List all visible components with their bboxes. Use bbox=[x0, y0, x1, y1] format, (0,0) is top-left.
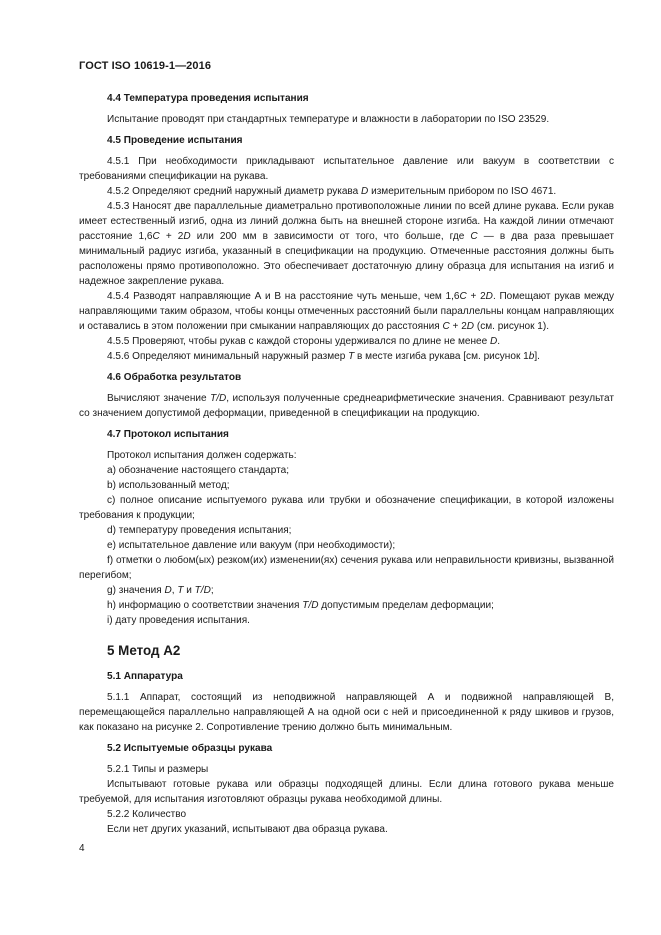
paragraph: Испытывают готовые рукава или образцы подходящей длины. Если длина готового рукава меньше требуемой, для испытания изготовляют образцы рукава необходимой длины. bbox=[79, 779, 614, 805]
paragraph-4-5-1: 4.5.1 При необходимости прикладывают испытательное давление или вакуум в соответствии с требованиями спецификации на рукава. bbox=[79, 156, 614, 182]
section-title: 5.1 Аппаратура bbox=[107, 671, 183, 682]
list-item: g) значения D, T и T/D; bbox=[107, 585, 214, 596]
list-intro: Протокол испытания должен содержать: bbox=[107, 450, 297, 461]
list-item: b) использованный метод; bbox=[107, 480, 230, 491]
subsection-title: 5.2.2 Количество bbox=[107, 809, 187, 820]
paragraph-4-5-4: 4.5.4 Разводят направляющие А и В на расстояние чуть меньше, чем 1,6C + 2D. Помещают рукав между направляющими таким образом, чтобы концы отмеченных расстояний были параллельны концам направляющих и оставались в этом положении при смыкании направляющих до расстояния C + 2D (см. рисунок 1). bbox=[79, 291, 614, 332]
paragraph: Испытание проводят при стандартных температуре и влажности в лаборатории по ISO 23529. bbox=[107, 114, 550, 125]
subsection-title: 5.2.1 Типы и размеры bbox=[107, 764, 209, 775]
list-item: a) обозначение настоящего стандарта; bbox=[107, 465, 289, 476]
list-item: f) отметки о любом(ых) резком(их) изменении(ях) сечения рукава или неправильности кривизны, вызванной перегибом; bbox=[79, 555, 614, 581]
paragraph-4-5-3: 4.5.3 Наносят две параллельные диаметрально противоположные линии по всей длине рукава. Если рукав имеет естественный изгиб, одна из линий должна быть на внешней стороне изгиба. На каждой линии отмечают расстояние 1,6C + 2D или 200 мм в зависимости от того, что больше, где C — в два раза превышает минимальный радиус изгиба, указанный в спецификации на продукцию. Отмеченные расстояния должны быть расположены прямо противоположно. Это обеспечивает достаточную длину образца для испытания на изгиб и надежное закрепление рукава. bbox=[79, 201, 614, 287]
paragraph-4-5-5: 4.5.5 Проверяют, чтобы рукав с каждой стороны удерживался по длине не менее D. bbox=[107, 336, 501, 347]
paragraph-5-1-1: 5.1.1 Аппарат, состоящий из неподвижной направляющей А и подвижной направляющей В, перемещающейся параллельно направляющей А на одной оси с ней и присоединенной к ряду шкивов и грузов, как показано на рисунке 2. Сопротивление трению должно быть минимальным. bbox=[79, 692, 614, 733]
page-number: 4 bbox=[79, 843, 85, 854]
section-title: 4.7 Протокол испытания bbox=[107, 429, 229, 440]
section-4-4 bbox=[79, 91, 614, 127]
paragraph: Вычисляют значение T/D, используя полученные среднеарифметические значения. Сравнивают результат со значением допустимой деформации, приведенной в спецификации на продукцию. bbox=[79, 393, 615, 419]
list-item: i) дату проведения испытания. bbox=[107, 615, 250, 626]
section-4-6 bbox=[79, 370, 614, 421]
list-item: e) испытательное давление или вакуум (при необходимости); bbox=[107, 540, 396, 551]
section-title: 5.2 Испытуемые образцы рукава bbox=[107, 743, 273, 754]
list-item: d) температуру проведения испытания; bbox=[107, 525, 292, 536]
section-title: 4.6 Обработка результатов bbox=[107, 372, 242, 383]
paragraph-4-5-6: 4.5.6 Определяют минимальный наружный размер T в месте изгиба рукава [см. рисунок 1b]. bbox=[107, 351, 540, 362]
section-title: 4.4 Температура проведения испытания bbox=[107, 93, 309, 104]
paragraph-4-5-2: 4.5.2 Определяют средний наружный диаметр рукава D измерительным прибором по ISO 4671. bbox=[107, 186, 557, 197]
section-5 bbox=[79, 642, 614, 837]
list-item: c) полное описание испытуемого рукава или трубки и обозначение спецификации, в которой изложены требования к продукции; bbox=[79, 495, 614, 521]
list-item: h) информацию о соответствии значения T/D допустимым пределам деформации; bbox=[107, 600, 494, 611]
section-4-5 bbox=[79, 133, 614, 364]
page-body bbox=[79, 86, 614, 837]
running-header: ГОСТ ISO 10619-1—2016 bbox=[79, 60, 212, 72]
section-4-7 bbox=[79, 427, 614, 628]
section-title: 4.5 Проведение испытания bbox=[107, 135, 243, 146]
chapter-title: 5 Метод А2 bbox=[107, 643, 181, 658]
paragraph: Если нет других указаний, испытывают два образца рукава. bbox=[107, 824, 388, 835]
